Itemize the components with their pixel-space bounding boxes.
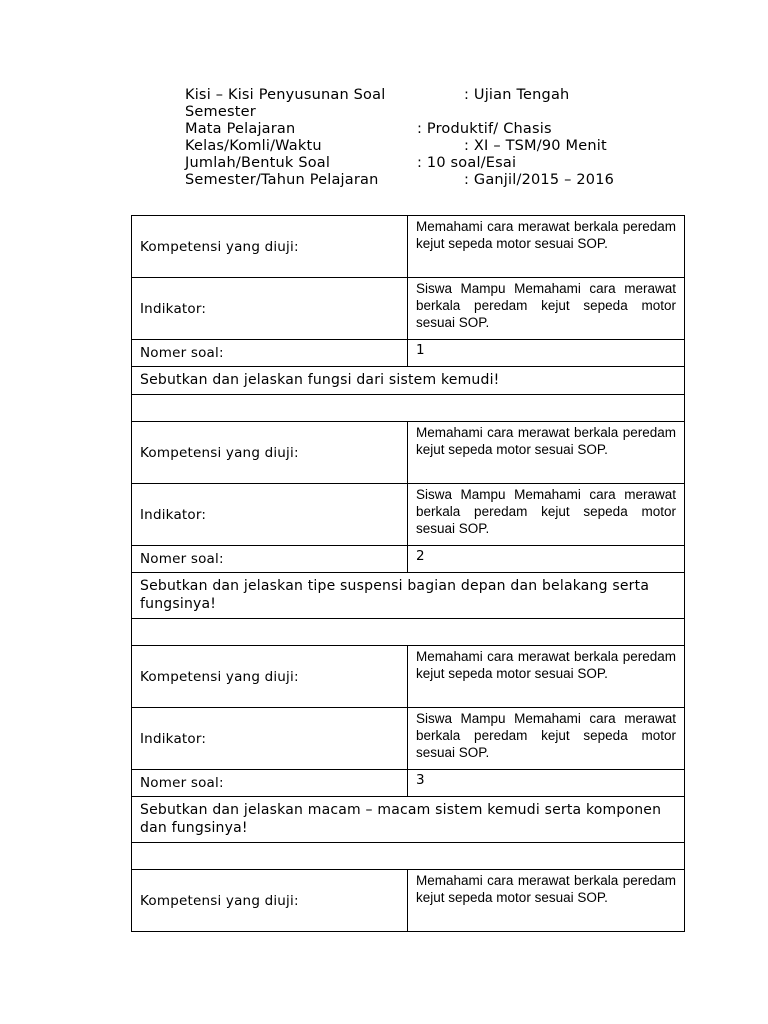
indikator-label: Indikator: <box>132 484 408 546</box>
question-grid-table <box>131 215 685 932</box>
soal-text: Sebutkan dan jelaskan fungsi dari sistem kemudi! <box>132 367 685 395</box>
header-line-mapel <box>185 121 552 138</box>
header-mapel-value: : Produktif/ Chasis <box>417 121 552 137</box>
header-kelas-value: : XI – TSM/90 Menit <box>464 138 607 154</box>
indikator-label: Indikator: <box>132 708 408 770</box>
row-indikator <box>132 278 685 340</box>
kompetensi-label: Kompetensi yang diuji: <box>132 216 408 278</box>
header-line-kelas <box>185 138 607 155</box>
indikator-label: Indikator: <box>132 278 408 340</box>
header-line-semester-cont <box>185 104 385 121</box>
row-spacer <box>132 395 685 422</box>
nomer-soal-value: 1 <box>408 340 685 367</box>
document-header <box>185 87 615 189</box>
row-kompetensi <box>132 422 685 484</box>
indikator-value: Siswa Mampu Memahami cara merawat berkala peredam kejut sepeda motor sesuai SOP. <box>408 278 685 340</box>
kompetensi-label: Kompetensi yang diuji: <box>132 422 408 484</box>
nomer-soal-label: Nomer soal: <box>132 770 408 797</box>
indikator-value: Siswa Mampu Memahami cara merawat berkala peredam kejut sepeda motor sesuai SOP. <box>408 708 685 770</box>
kompetensi-label: Kompetensi yang diuji: <box>132 870 408 932</box>
header-jumlah-label: Jumlah/Bentuk Soal <box>185 155 331 171</box>
nomer-soal-value: 2 <box>408 546 685 573</box>
row-indikator <box>132 484 685 546</box>
kompetensi-value: Memahami cara merawat berkala peredam kejut sepeda motor sesuai SOP. <box>408 870 685 932</box>
header-tahun-value: : Ganjil/2015 – 2016 <box>464 172 615 188</box>
header-mapel-label: Mata Pelajaran <box>185 121 296 137</box>
header-kisi-value: : Ujian Tengah <box>464 87 570 103</box>
row-nomer-soal <box>132 546 685 573</box>
row-kompetensi <box>132 870 685 932</box>
kompetensi-value: Memahami cara merawat berkala peredam kejut sepeda motor sesuai SOP. <box>408 216 685 278</box>
indikator-value: Siswa Mampu Memahami cara merawat berkala peredam kejut sepeda motor sesuai SOP. <box>408 484 685 546</box>
row-kompetensi <box>132 646 685 708</box>
nomer-soal-label: Nomer soal: <box>132 340 408 367</box>
row-kompetensi <box>132 216 685 278</box>
header-kelas-label: Kelas/Komli/Waktu <box>185 138 322 154</box>
row-soal <box>132 573 685 619</box>
row-spacer <box>132 843 685 870</box>
row-spacer <box>132 619 685 646</box>
header-line-kisi <box>185 87 570 104</box>
row-indikator <box>132 708 685 770</box>
header-line-jumlah <box>185 155 517 172</box>
kompetensi-label: Kompetensi yang diuji: <box>132 646 408 708</box>
header-jumlah-value: : 10 soal/Esai <box>417 155 517 171</box>
spacer-cell <box>132 619 685 646</box>
spacer-cell <box>132 843 685 870</box>
header-line-tahun <box>185 172 615 189</box>
kompetensi-value: Memahami cara merawat berkala peredam kejut sepeda motor sesuai SOP. <box>408 646 685 708</box>
soal-text: Sebutkan dan jelaskan macam – macam sistem kemudi serta komponen dan fungsinya! <box>132 797 685 843</box>
row-nomer-soal <box>132 340 685 367</box>
soal-text: Sebutkan dan jelaskan tipe suspensi bagian depan dan belakang serta fungsinya! <box>132 573 685 619</box>
kompetensi-value: Memahami cara merawat berkala peredam kejut sepeda motor sesuai SOP. <box>408 422 685 484</box>
header-tahun-label: Semester/Tahun Pelajaran <box>185 172 379 188</box>
nomer-soal-label: Nomer soal: <box>132 546 408 573</box>
row-soal <box>132 367 685 395</box>
spacer-cell <box>132 395 685 422</box>
row-nomer-soal <box>132 770 685 797</box>
row-soal <box>132 797 685 843</box>
header-kisi-label: Kisi – Kisi Penyusunan Soal <box>185 87 386 103</box>
nomer-soal-value: 3 <box>408 770 685 797</box>
header-kisi-continuation: Semester <box>185 104 256 120</box>
